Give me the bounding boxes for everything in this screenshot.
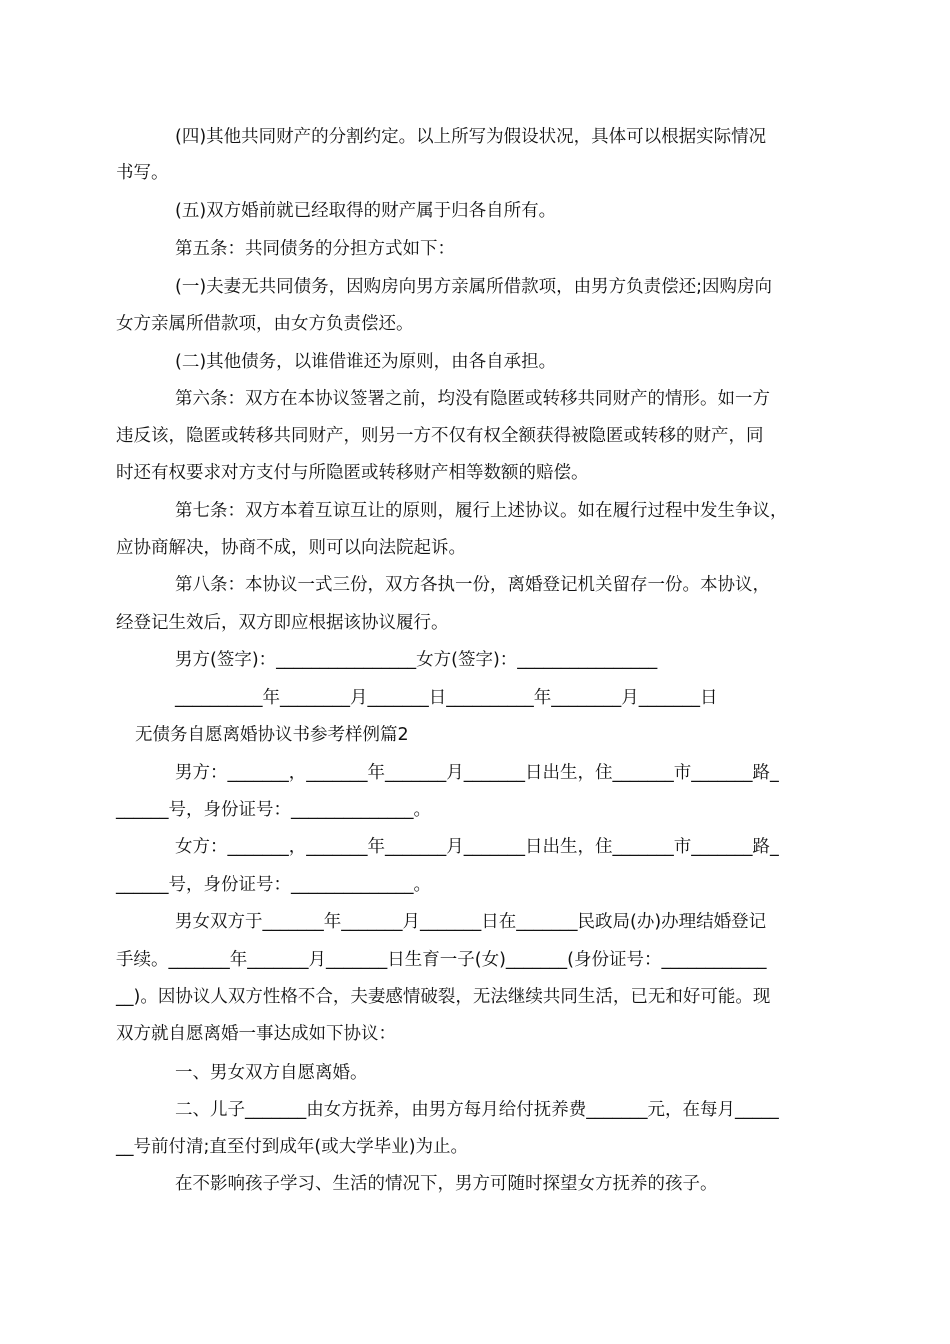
paragraph-line: (五)双方婚前就已经取得的财产属于归各自所有。 (175, 201, 557, 221)
paragraph-line: (四)其他共同财产的分割约定。以上所写为假设状况，具体可以根据实际情况 (175, 127, 767, 147)
paragraph-line: 二、儿子_______由女方抚养，由男方每月给付抚养费_______元，在每月_____ (175, 1100, 779, 1120)
paragraph-line: (二)其他债务，以谁借谁还为原则，由各自承担。 (175, 352, 557, 372)
paragraph-line: 男女双方于_______年_______月_______日在_______民政局(办)办理结婚登记 (175, 912, 767, 932)
paragraph-line: 在不影响孩子学习、生活的情况下，男方可随时探望女方抚养的孩子。 (175, 1174, 718, 1194)
paragraph-line: 书写。 (116, 163, 169, 183)
paragraph-line: 女方：_______，_______年_______月_______日出生，住_______市_______路_ (175, 837, 779, 857)
paragraph-line: 手续。_______年_______月_______日生育一子(女)_______(身份证号：____________ (116, 950, 767, 970)
paragraph-line: (一)夫妻无共同债务，因购房向男方亲属所借款项，由男方负责偿还;因购房向 (175, 277, 773, 297)
signature-line: 男方(签字)：________________女方(签字)：________________ (175, 650, 658, 670)
paragraph-line: 时还有权要求对方支付与所隐匿或转移财产相等数额的赔偿。 (116, 463, 589, 483)
paragraph-line: 应协商解决，协商不成，则可以向法院起诉。 (116, 538, 466, 558)
paragraph-line: 第六条：双方在本协议签署之前，均没有隐匿或转移共同财产的情形。如一方 (175, 389, 770, 409)
paragraph-line: __)。因协议人双方性格不合，夫妻感情破裂，无法继续共同生活，已无和好可能。现 (116, 987, 771, 1007)
paragraph-line: 一、男女双方自愿离婚。 (175, 1063, 368, 1083)
article-heading: 第五条：共同债务的分担方式如下： (175, 239, 455, 259)
paragraph-line: ______号，身份证号：______________。 (116, 875, 431, 895)
paragraph-line: 男方：_______，_______年_______月_______日出生，住_______市_______路_ (175, 763, 779, 783)
date-line: __________年________月_______日__________年________月_______日 (175, 688, 718, 708)
paragraph-line: __号前付清;直至付到成年(或大学毕业)为止。 (116, 1137, 469, 1157)
paragraph-line: ______号，身份证号：______________。 (116, 800, 431, 820)
paragraph-line: 女方亲属所借款项，由女方负责偿还。 (116, 314, 414, 334)
paragraph-line: 违反该，隐匿或转移共同财产，则另一方不仅有权全额获得被隐匿或转移的财产，同 (116, 426, 764, 446)
paragraph-line: 第八条：本协议一式三份，双方各执一份，离婚登记机关留存一份。本协议， (175, 575, 770, 595)
paragraph-line: 第七条：双方本着互谅互让的原则，履行上述协议。如在履行过程中发生争议， (175, 501, 788, 521)
paragraph-line: 经登记生效后，双方即应根据该协议履行。 (116, 613, 449, 633)
paragraph-line: 双方就自愿离婚一事达成如下协议： (116, 1024, 396, 1044)
section-title: 无债务自愿离婚协议书参考样例篇2 (135, 725, 409, 745)
